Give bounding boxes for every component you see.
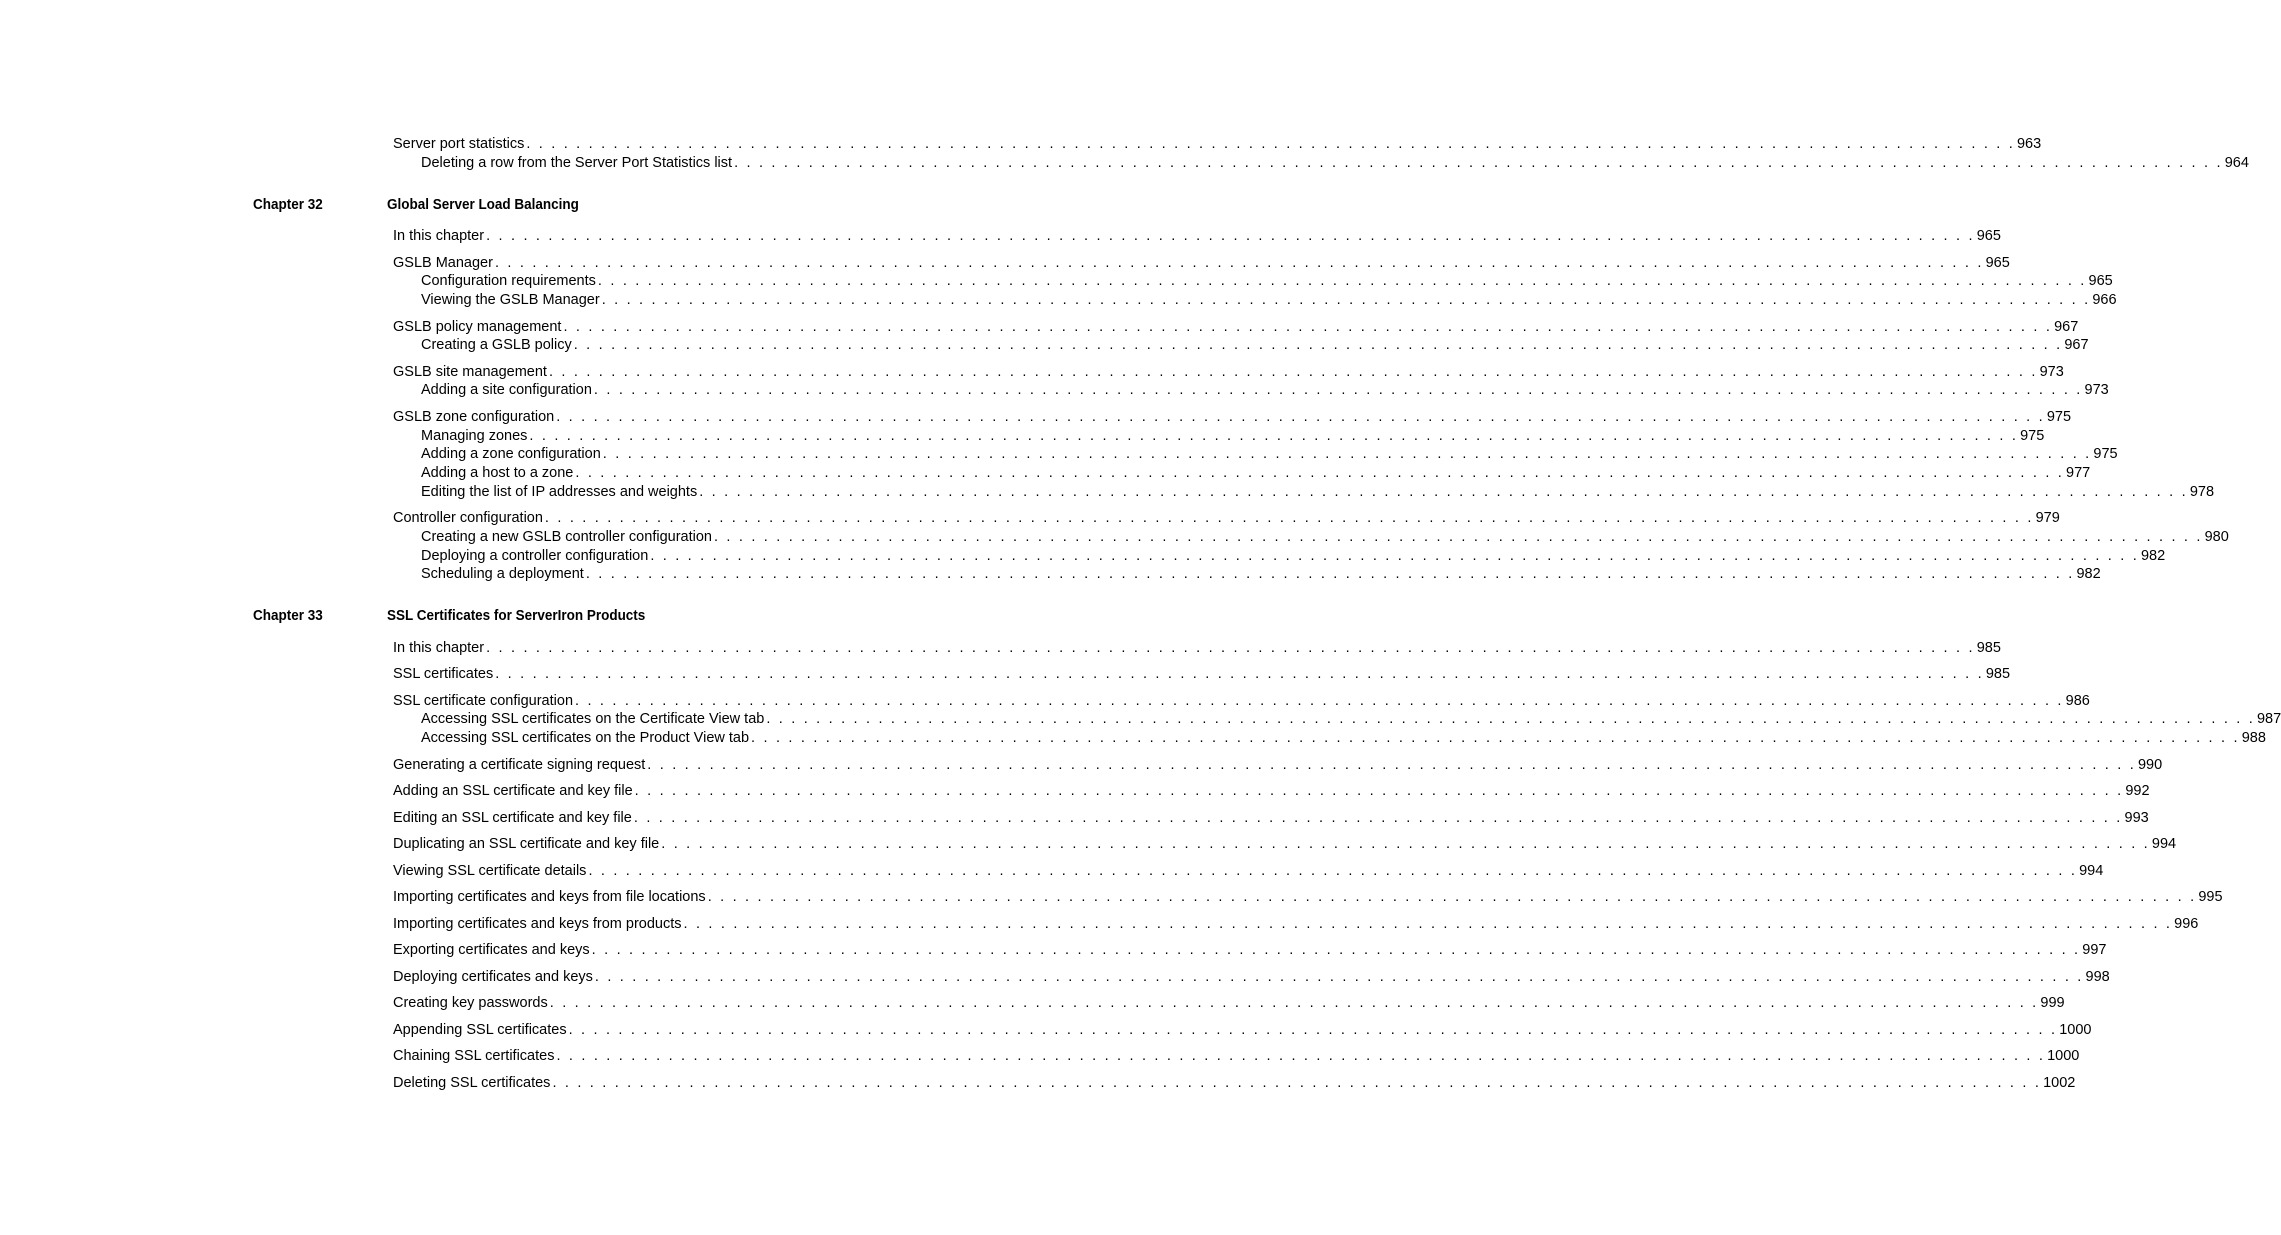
toc-entry-title: Adding an SSL certificate and key file	[393, 783, 633, 799]
dot-leader: . . . . . . . . . . . . . . . . . . . . . . . . . . . . . . . . . . . . . . . . . . . . . . . . . . . . . . . . . . . . . . . . . . . . . . . . . . . . . . . . . . . . . . . . . . . . . . . . . . . . . . . . . . . . . . . . . . . . . . . .	[573, 337, 2063, 353]
toc-subentry[interactable]	[421, 528, 2229, 547]
dot-leader: . . . . . . . . . . . . . . . . . . . . . . . . . . . . . . . . . . . . . . . . . . . . . . . . . . . . . . . . . . . . . . . . . . . . . . . . . . . . . . . . . . . . . . . . . . . . . . . . . . . . . . . . . . . . . . . . . . . . . . . .	[593, 382, 2083, 398]
dot-leader: . . . . . . . . . . . . . . . . . . . . . . . . . . . . . . . . . . . . . . . . . . . . . . . . . . . . . . . . . . . . . . . . . . . . . . . . . . . . . . . . . . . . . . . . . . . . . . . . . . . . . . . . . . . . . . . . . . . . . . . .	[556, 409, 2045, 425]
toc-page-number: 979	[2035, 510, 2060, 526]
dot-leader: . . . . . . . . . . . . . . . . . . . . . . . . . . . . . . . . . . . . . . . . . . . . . . . . . . . . . . . . . . . . . . . . . . . . . . . . . . . . . . . . . . . . . . . . . . . . . . . . . . . . . . . . . . . . . . . . . . . . . . . .	[575, 465, 2065, 481]
toc-entry[interactable]	[393, 254, 2010, 273]
toc-subentry[interactable]	[421, 710, 2281, 729]
toc-entry[interactable]	[393, 835, 2177, 854]
toc-entry[interactable]	[393, 408, 2072, 427]
dot-leader: . . . . . . . . . . . . . . . . . . . . . . . . . . . . . . . . . . . . . . . . . . . . . . . . . . . . . . . . . . . . . . . . . . . . . . . . . . . . . . . . . . . . . . . . . . . . . . . . . . . . . . . . . . . . . . . . . . . . . . . .	[601, 292, 2091, 308]
toc-entry-title: Creating a new GSLB controller configuration	[421, 529, 712, 545]
toc-entry-title: Editing an SSL certificate and key file	[393, 810, 632, 826]
toc-entry[interactable]	[393, 692, 2090, 711]
toc-entry-title: Adding a site configuration	[421, 382, 592, 398]
toc-page-number: 982	[2076, 566, 2101, 582]
toc-page-number: 999	[2040, 995, 2065, 1011]
toc-page-number: 964	[2224, 155, 2249, 171]
dot-leader: . . . . . . . . . . . . . . . . . . . . . . . . . . . . . . . . . . . . . . . . . . . . . . . . . . . . . . . . . . . . . . . . . . . . . . . . . . . . . . . . . . . . . . . . . . . . . . . . . . . . . . . . . . . . . . . . . . . . . . . .	[602, 446, 2092, 462]
toc-entry-title: Managing zones	[421, 428, 528, 444]
toc-page-number: 965	[2088, 273, 2113, 289]
toc-page-number: 975	[2020, 428, 2045, 444]
toc-page-number: 973	[2084, 382, 2109, 398]
toc-page-number: 978	[2189, 484, 2215, 500]
toc-entry[interactable]	[393, 782, 2150, 801]
dot-leader: . . . . . . . . . . . . . . . . . . . . . . . . . . . . . . . . . . . . . . . . . . . . . . . . . . . . . . . . . . . . . . . . . . . . . . . . . . . . . . . . . . . . . . . . . . . . . . . . . . . . . . . . . . . . . . . . . . . . . . . .	[683, 916, 2173, 932]
toc-page-number: 994	[2079, 863, 2104, 879]
toc-subentry[interactable]	[421, 427, 2045, 446]
toc-entry-title: Accessing SSL certificates on the Certificate View tab	[421, 711, 765, 727]
toc-entry-title: Duplicating an SSL certificate and key file	[393, 836, 660, 852]
dot-leader: . . . . . . . . . . . . . . . . . . . . . . . . . . . . . . . . . . . . . . . . . . . . . . . . . . . . . . . . . . . . . . . . . . . . . . . . . . . . . . . . . . . . . . . . . . . . . . . . . . . . . . . . . . . . . . . . . . . . . . . .	[597, 273, 2087, 289]
toc-entry-title: Deleting a row from the Server Port Statistics list	[421, 155, 733, 171]
toc-page-number: 998	[2085, 969, 2110, 985]
toc-entry[interactable]	[393, 135, 2042, 154]
toc-page-number: 975	[2046, 409, 2072, 425]
toc-entry-title: GSLB Manager	[393, 255, 493, 271]
dot-leader: . . . . . . . . . . . . . . . . . . . . . . . . . . . . . . . . . . . . . . . . . . . . . . . . . . . . . . . . . . . . . . . . . . . . . . . . . . . . . . . . . . . . . . . . . . . . . . . . . . . . . . . . . . . . . . . . . . . . . . . .	[495, 666, 1984, 682]
dot-leader: . . . . . . . . . . . . . . . . . . . . . . . . . . . . . . . . . . . . . . . . . . . . . . . . . . . . . . . . . . . . . . . . . . . . . . . . . . . . . . . . . . . . . . . . . . . . . . . . . . . . . . . . . . . . . . . . . . . . . . . .	[486, 640, 1975, 656]
toc-page-number: 965	[1985, 255, 2010, 271]
chapter-label: Chapter 32	[253, 197, 323, 213]
toc-entry-title: Deleting SSL certificates	[393, 1075, 551, 1091]
toc-entry-title: Chaining SSL certificates	[393, 1048, 555, 1064]
toc-page-number: 990	[2137, 757, 2163, 773]
toc-page-number: 988	[2241, 730, 2266, 746]
toc-subentry[interactable]	[421, 729, 2266, 748]
toc-page-number: 986	[2065, 693, 2090, 709]
toc-entry-title: Configuration requirements	[421, 273, 596, 289]
toc-subentry[interactable]	[421, 547, 2166, 566]
toc-entry[interactable]	[393, 1074, 2076, 1093]
dot-leader: . . . . . . . . . . . . . . . . . . . . . . . . . . . . . . . . . . . . . . . . . . . . . . . . . . . . . . . . . . . . . . . . . . . . . . . . . . . . . . . . . . . . . . . . . . . . . . . . . . . . . . . . . . . . . . . . . . . . . . . .	[552, 1075, 2042, 1091]
toc-subentry[interactable]	[421, 272, 2113, 291]
toc-entry[interactable]	[393, 1021, 2092, 1040]
toc-entry-title: Deploying a controller configuration	[421, 548, 649, 564]
toc-subentry[interactable]	[421, 291, 2117, 310]
toc-page-number: 967	[2054, 319, 2079, 335]
toc-entry-title: Generating a certificate signing request	[393, 757, 646, 773]
dot-leader: . . . . . . . . . . . . . . . . . . . . . . . . . . . . . . . . . . . . . . . . . . . . . . . . . . . . . . . . . . . . . . . . . . . . . . . . . . . . . . . . . . . . . . . . . . . . . . . . . . . . . . . . . . . . . . . . . . . . . . . .	[594, 969, 2084, 985]
toc-entry-title: Accessing SSL certificates on the Product View tab	[421, 730, 750, 746]
toc-page-number: 985	[1976, 640, 2001, 656]
dot-leader: . . . . . . . . . . . . . . . . . . . . . . . . . . . . . . . . . . . . . . . . . . . . . . . . . . . . . . . . . . . . . . . . . . . . . . . . . . . . . . . . . . . . . . . . . . . . . . . . . . . . . . . . . . . . . . . . . . . . . . . .	[751, 730, 2240, 746]
toc-entry[interactable]	[393, 994, 2065, 1013]
toc-page-number: 1000	[2059, 1022, 2092, 1038]
toc-entry[interactable]	[393, 809, 2149, 828]
toc-page-number: 985	[1985, 666, 2011, 682]
dot-leader: . . . . . . . . . . . . . . . . . . . . . . . . . . . . . . . . . . . . . . . . . . . . . . . . . . . . . . . . . . . . . . . . . . . . . . . . . . . . . . . . . . . . . . . . . . . . . . . . . . . . . . . . . . . . . . . . . . . . . . . .	[591, 942, 2081, 958]
toc-subentry[interactable]	[421, 381, 2109, 400]
toc-entry-title: Viewing SSL certificate details	[393, 863, 587, 879]
toc-entry-title: Server port statistics	[393, 136, 525, 152]
toc-page-number: 973	[2039, 364, 2064, 380]
dot-leader: . . . . . . . . . . . . . . . . . . . . . . . . . . . . . . . . . . . . . . . . . . . . . . . . . . . . . . . . . . . . . . . . . . . . . . . . . . . . . . . . . . . . . . . . . . . . . . . . . . . . . . . . . . . . . . . . . . . . . . . .	[494, 255, 1984, 271]
toc-page-number: 967	[2064, 337, 2089, 353]
toc-entry-title: Importing certificates and keys from products	[393, 916, 682, 932]
toc-subentry[interactable]	[421, 565, 2101, 584]
toc-page-number: 977	[2066, 465, 2091, 481]
dot-leader: . . . . . . . . . . . . . . . . . . . . . . . . . . . . . . . . . . . . . . . . . . . . . . . . . . . . . . . . . . . . . . . . . . . . . . . . . . . . . . . . . . . . . . . . . . . . . . . . . . . . . . . . . . . . . . . . . . . . . . . .	[556, 1048, 2046, 1064]
toc-entry[interactable]	[393, 509, 2060, 528]
toc-subentry[interactable]	[421, 483, 2215, 502]
toc-page-number: 982	[2140, 548, 2166, 564]
chapter-label: Chapter 33	[253, 608, 323, 624]
toc-page-number: 980	[2204, 529, 2229, 545]
toc-page-number: 1002	[2043, 1075, 2076, 1091]
toc-entry-title: Creating key passwords	[393, 995, 548, 1011]
dot-leader: . . . . . . . . . . . . . . . . . . . . . . . . . . . . . . . . . . . . . . . . . . . . . . . . . . . . . . . . . . . . . . . . . . . . . . . . . . . . . . . . . . . . . . . . . . . . . . . . . . . . . . . . . . . . . . . . . . . . . . . .	[563, 319, 2053, 335]
dot-leader: . . . . . . . . . . . . . . . . . . . . . . . . . . . . . . . . . . . . . . . . . . . . . . . . . . . . . . . . . . . . . . . . . . . . . . . . . . . . . . . . . . . . . . . . . . . . . . . . . . . . . . . . . . . . . . . . . . . . . . . .	[544, 510, 2034, 526]
toc-entry-title: Controller configuration	[393, 510, 543, 526]
toc-entry-title: GSLB policy management	[393, 319, 562, 335]
toc-entry-title: Viewing the GSLB Manager	[421, 292, 600, 308]
toc-entry-title: Scheduling a deployment	[421, 566, 584, 582]
toc-subentry[interactable]	[421, 336, 2089, 355]
dot-leader: . . . . . . . . . . . . . . . . . . . . . . . . . . . . . . . . . . . . . . . . . . . . . . . . . . . . . . . . . . . . . . . . . . . . . . . . . . . . . . . . . . . . . . . . . . . . . . . . . . . . . . . . . . . . . . . . . . . . . . . .	[713, 529, 2203, 545]
toc-entry[interactable]	[393, 318, 2079, 337]
toc-entry-title: In this chapter	[393, 640, 485, 656]
toc-entry-title: SSL certificate configuration	[393, 693, 574, 709]
toc-entry-title: Exporting certificates and keys	[393, 942, 590, 958]
toc-entry-title: In this chapter	[393, 228, 485, 244]
toc-entry-title: Adding a zone configuration	[421, 446, 601, 462]
dot-leader: . . . . . . . . . . . . . . . . . . . . . . . . . . . . . . . . . . . . . . . . . . . . . . . . . . . . . . . . . . . . . . . . . . . . . . . . . . . . . . . . . . . . . . . . . . . . . . . . . . . . . . . . . . . . . . . . . . . . . . . .	[575, 693, 2064, 709]
toc-entry[interactable]	[393, 665, 2011, 684]
dot-leader: . . . . . . . . . . . . . . . . . . . . . . . . . . . . . . . . . . . . . . . . . . . . . . . . . . . . . . . . . . . . . . . . . . . . . . . . . . . . . . . . . . . . . . . . . . . . . . . . . . . . . . . . . . . . . . . . . . . . . . . .	[585, 566, 2075, 582]
dot-leader: . . . . . . . . . . . . . . . . . . . . . . . . . . . . . . . . . . . . . . . . . . . . . . . . . . . . . . . . . . . . . . . . . . . . . . . . . . . . . . . . . . . . . . . . . . . . . . . . . . . . . . . . . . . . . . . . . . . . . . . .	[549, 995, 2039, 1011]
toc-subentry[interactable]	[421, 464, 2091, 483]
toc-page-number: 975	[2093, 446, 2118, 462]
toc-page-number: 992	[2125, 783, 2150, 799]
chapter-title: Global Server Load Balancing	[387, 197, 579, 213]
dot-leader: . . . . . . . . . . . . . . . . . . . . . . . . . . . . . . . . . . . . . . . . . . . . . . . . . . . . . . . . . . . . . . . . . . . . . . . . . . . . . . . . . . . . . . . . . . . . . . . . . . . . . . . . . . . . . . . . . . . . . . . .	[548, 364, 2038, 380]
toc-page-number: 987	[2256, 711, 2281, 727]
toc-page-number: 996	[2174, 916, 2199, 932]
dot-leader: . . . . . . . . . . . . . . . . . . . . . . . . . . . . . . . . . . . . . . . . . . . . . . . . . . . . . . . . . . . . . . . . . . . . . . . . . . . . . . . . . . . . . . . . . . . . . . . . . . . . . . . . . . . . . . . . . . . . . . . .	[766, 711, 2255, 727]
toc-entry[interactable]	[393, 968, 2110, 987]
toc-page-number: 993	[2124, 810, 2149, 826]
toc-entry[interactable]	[393, 639, 2001, 658]
dot-leader: . . . . . . . . . . . . . . . . . . . . . . . . . . . . . . . . . . . . . . . . . . . . . . . . . . . . . . . . . . . . . . . . . . . . . . . . . . . . . . . . . . . . . . . . . . . . . . . . . . . . . . . . . . . . . . . . . . . . . . . .	[707, 889, 2197, 905]
toc-entry[interactable]	[393, 888, 2223, 907]
dot-leader: . . . . . . . . . . . . . . . . . . . . . . . . . . . . . . . . . . . . . . . . . . . . . . . . . . . . . . . . . . . . . . . . . . . . . . . . . . . . . . . . . . . . . . . . . . . . . . . . . . . . . . . . . . . . . . . . . . . . . . . .	[661, 836, 2150, 852]
toc-entry[interactable]	[393, 756, 2163, 775]
toc-page-number: 966	[2092, 292, 2117, 308]
toc-entry-title: Deploying certificates and keys	[393, 969, 593, 985]
toc-entry-title: Appending SSL certificates	[393, 1022, 567, 1038]
toc-entry-title: Importing certificates and keys from file locations	[393, 889, 706, 905]
toc-entry-title: Adding a host to a zone	[421, 465, 574, 481]
toc-entry[interactable]	[393, 363, 2064, 382]
toc-page-number: 995	[2198, 889, 2223, 905]
dot-leader: . . . . . . . . . . . . . . . . . . . . . . . . . . . . . . . . . . . . . . . . . . . . . . . . . . . . . . . . . . . . . . . . . . . . . . . . . . . . . . . . . . . . . . . . . . . . . . . . . . . . . . . . . . . . . . . . . . . . . . . .	[650, 548, 2139, 564]
toc-entry[interactable]	[393, 862, 2104, 881]
toc-entry-title: GSLB site management	[393, 364, 547, 380]
toc-entry-title: Editing the list of IP addresses and weights	[421, 484, 698, 500]
toc-page-number: 965	[1976, 228, 2001, 244]
toc-entry[interactable]	[393, 227, 2001, 246]
toc-page-number: 994	[2151, 836, 2177, 852]
chapter-title: SSL Certificates for ServerIron Products	[387, 608, 646, 624]
toc-subentry[interactable]	[421, 154, 2249, 173]
dot-leader: . . . . . . . . . . . . . . . . . . . . . . . . . . . . . . . . . . . . . . . . . . . . . . . . . . . . . . . . . . . . . . . . . . . . . . . . . . . . . . . . . . . . . . . . . . . . . . . . . . . . . . . . . . . . . . . . . . . . . . . .	[647, 757, 2136, 773]
toc-entry-title: GSLB zone configuration	[393, 409, 555, 425]
dot-leader: . . . . . . . . . . . . . . . . . . . . . . . . . . . . . . . . . . . . . . . . . . . . . . . . . . . . . . . . . . . . . . . . . . . . . . . . . . . . . . . . . . . . . . . . . . . . . . . . . . . . . . . . . . . . . . . . . . . . . . . .	[699, 484, 2188, 500]
toc-subentry[interactable]	[421, 445, 2118, 464]
dot-leader: . . . . . . . . . . . . . . . . . . . . . . . . . . . . . . . . . . . . . . . . . . . . . . . . . . . . . . . . . . . . . . . . . . . . . . . . . . . . . . . . . . . . . . . . . . . . . . . . . . . . . . . . . . . . . . . . . . . . . . . .	[734, 155, 2223, 171]
dot-leader: . . . . . . . . . . . . . . . . . . . . . . . . . . . . . . . . . . . . . . . . . . . . . . . . . . . . . . . . . . . . . . . . . . . . . . . . . . . . . . . . . . . . . . . . . . . . . . . . . . . . . . . . . . . . . . . . . . . . . . . .	[634, 783, 2124, 799]
dot-leader: . . . . . . . . . . . . . . . . . . . . . . . . . . . . . . . . . . . . . . . . . . . . . . . . . . . . . . . . . . . . . . . . . . . . . . . . . . . . . . . . . . . . . . . . . . . . . . . . . . . . . . . . . . . . . . . . . . . . . . . .	[529, 428, 2019, 444]
toc-page-number: 1000	[2047, 1048, 2080, 1064]
toc-entry[interactable]	[393, 915, 2199, 934]
dot-leader: . . . . . . . . . . . . . . . . . . . . . . . . . . . . . . . . . . . . . . . . . . . . . . . . . . . . . . . . . . . . . . . . . . . . . . . . . . . . . . . . . . . . . . . . . . . . . . . . . . . . . . . . . . . . . . . . . . . . . . . .	[526, 136, 2015, 152]
dot-leader: . . . . . . . . . . . . . . . . . . . . . . . . . . . . . . . . . . . . . . . . . . . . . . . . . . . . . . . . . . . . . . . . . . . . . . . . . . . . . . . . . . . . . . . . . . . . . . . . . . . . . . . . . . . . . . . . . . . . . . . .	[588, 863, 2078, 879]
dot-leader: . . . . . . . . . . . . . . . . . . . . . . . . . . . . . . . . . . . . . . . . . . . . . . . . . . . . . . . . . . . . . . . . . . . . . . . . . . . . . . . . . . . . . . . . . . . . . . . . . . . . . . . . . . . . . . . . . . . . . . . .	[633, 810, 2123, 826]
toc-entry[interactable]	[393, 1047, 2080, 1066]
dot-leader: . . . . . . . . . . . . . . . . . . . . . . . . . . . . . . . . . . . . . . . . . . . . . . . . . . . . . . . . . . . . . . . . . . . . . . . . . . . . . . . . . . . . . . . . . . . . . . . . . . . . . . . . . . . . . . . . . . . . . . . .	[568, 1022, 2058, 1038]
toc-entry-title: SSL certificates	[393, 666, 494, 682]
dot-leader: . . . . . . . . . . . . . . . . . . . . . . . . . . . . . . . . . . . . . . . . . . . . . . . . . . . . . . . . . . . . . . . . . . . . . . . . . . . . . . . . . . . . . . . . . . . . . . . . . . . . . . . . . . . . . . . . . . . . . . . .	[486, 228, 1975, 244]
toc-entry-title: Creating a GSLB policy	[421, 337, 572, 353]
toc-entry[interactable]	[393, 941, 2107, 960]
toc-page-number: 963	[2016, 136, 2042, 152]
toc-page-number: 997	[2082, 942, 2107, 958]
